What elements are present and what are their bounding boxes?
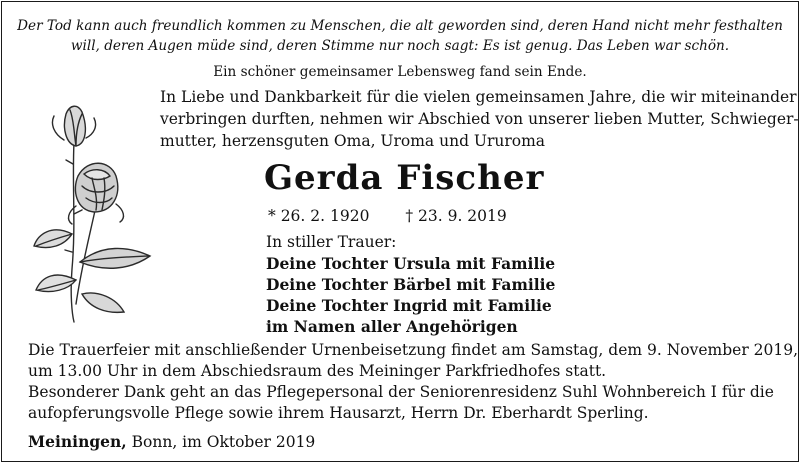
mourner: Deine Tochter Bärbel mit Familie [266,275,556,294]
place-rest: Bonn, im Oktober 2019 [126,433,316,451]
birth-date: 26. 2. 1920 [280,207,370,225]
mourner: Deine Tochter Ursula mit Familie [266,254,556,273]
funeral-line: um 13.00 Uhr in dem Abschiedsraum des Meininger Parkfriedhofes statt. [28,362,607,380]
birth-symbol: * [268,207,276,225]
death-date: 23. 9. 2019 [418,207,507,225]
intro-line: mutter, herzensguten Oma, Uroma und Ururoma [160,132,546,150]
poem-line: will, deren Augen müde sind, deren Stimme nur noch sagt: Es ist genug. Das Leben war schön. [70,38,730,54]
place-date [28,431,315,453]
poem [2,16,798,56]
intro-line: In Liebe und Dankbarkeit für die vielen gemeinsamen Jahre, die wir miteinander [160,88,797,106]
mourner: im Namen aller Angehörigen [266,317,518,336]
thanks-line: Besonderer Dank geht an das Pflegepersonal der Seniorenresidenz Suhl Wohnbereich I für die [28,383,774,401]
obituary-notice [1,1,799,462]
lebensweg-line: Ein schöner gemeinsamer Lebensweg fand sein Ende. [213,64,587,80]
poem-line: Der Tod kann auch freundlich kommen zu Menschen, die alt geworden sind, deren Hand nicht mehr festhalten [17,18,783,34]
thanks-line: aufopferungsvolle Pflege sowie ihrem Hausarzt, Herrn Dr. Eberhardt Sperling. [28,404,649,422]
deceased-name: Gerda Fischer [264,158,545,198]
mourners [266,232,555,337]
intro-line: verbringen durften, nehmen wir Abschied von unserer lieben Mutter, Schwieger- [160,110,799,128]
life-dates [268,205,507,227]
mourners-heading: In stiller Trauer: [266,233,397,251]
mourner: Deine Tochter Ingrid mit Familie [266,296,552,315]
funeral-line: Die Trauerfeier mit anschließender Urnenbeisetzung findet am Samstag, dem 9. November 2019, [28,341,799,359]
death-symbol: † [405,207,414,225]
place-city: Meiningen, [28,432,127,451]
rose-icon [32,94,164,324]
intro-text [160,86,799,152]
funeral-info [28,340,799,424]
